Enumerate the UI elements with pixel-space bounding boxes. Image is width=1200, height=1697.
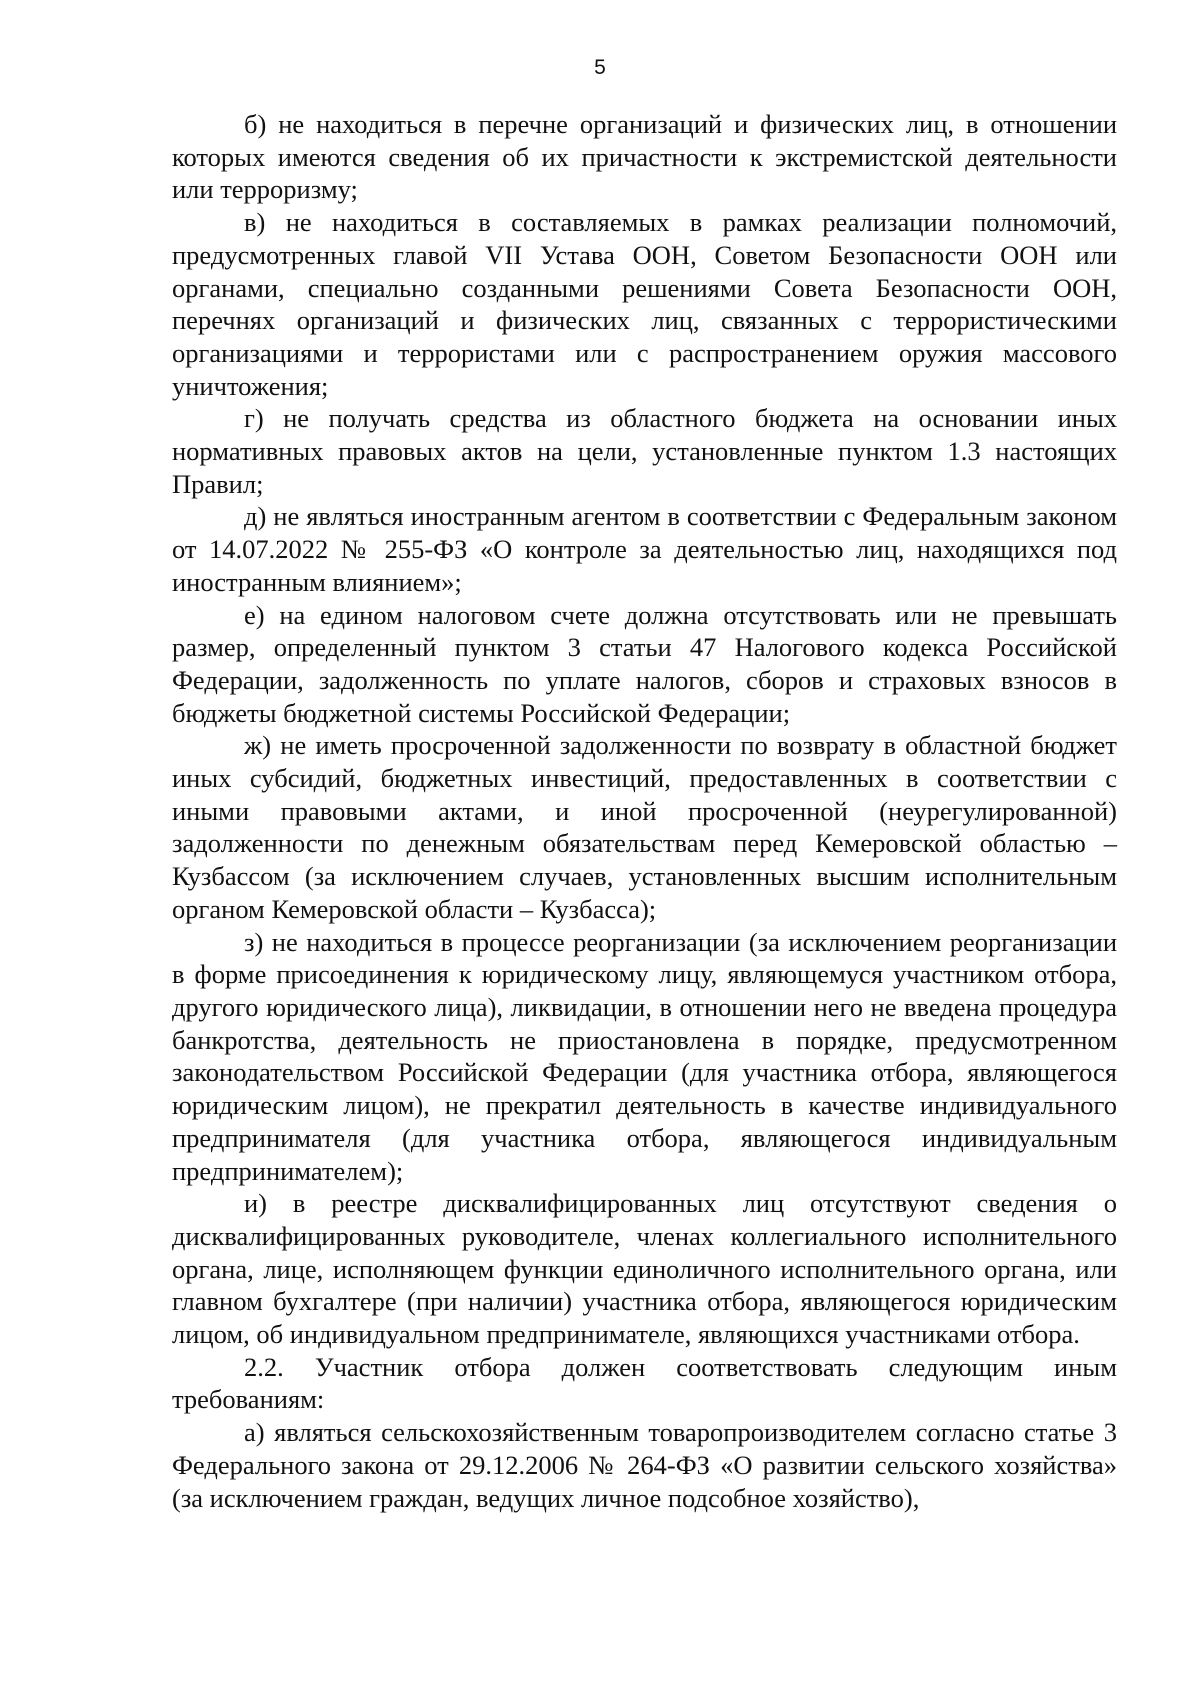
- paragraph-2-2: 2.2. Участник отбора должен соответствовать следующим иным требованиям:: [172, 1351, 1117, 1415]
- paragraph-z: з) не находиться в процессе реорганизации (за исключением реорганизации в форме присоединения к юридическому лицу, являющемуся участником отбора, другого юридического лица), ликвидации, в отношении него не введена процедура банкротства, деятельность не приостановлена в порядке, предусмотренном законодательством Российской Федерации (для участника отбора, являющегося юридическим лицом), не прекратил деятельность в качестве индивидуального предпринимателя (для участника отбора, являющегося индивидуальным предпринимателем);: [172, 926, 1117, 1186]
- paragraph-v: в) не находиться в составляемых в рамках реализации полномочий, предусмотренных главой VII Устава ООН, Советом Безопасности ООН или органами, специально созданными решениями Совета Безопасности ООН, перечнях организаций и физических лиц, связанных с террористическими организациями и террористами или с распространением оружия массового уничтожения;: [172, 207, 1117, 401]
- paragraph-b: б) не находиться в перечне организаций и физических лиц, в отношении которых имеются сведения об их причастности к экстремистской деятельности или терроризму;: [172, 109, 1117, 205]
- page-number: 5: [594, 56, 606, 79]
- paragraph-g: г) не получать средства из областного бюджета на основании иных нормативных правовых актов на цели, установленные пунктом 1.3 настоящих Правил;: [172, 403, 1117, 499]
- paragraph-e: е) на едином налоговом счете должна отсутствовать или не превышать размер, определенный пунктом 3 статьи 47 Налогового кодекса Российской Федерации, задолженность по уплате налогов, сборов и страховых взносов в бюджеты бюджетной системы Российской Федерации;: [172, 599, 1117, 728]
- paragraph-a: а) являться сельскохозяйственным товаропроизводителем согласно статье 3 Федерального закона от 29.12.2006 № 264-ФЗ «О развитии сельского хозяйства» (за исключением граждан, ведущих личное подсобное хозяйство),: [172, 1417, 1117, 1513]
- paragraph-i: и) в реестре дисквалифицированных лиц отсутствуют сведения о дисквалифицированных руководителе, членах коллегиального исполнительного органа, лице, исполняющем функции единоличного исполнительного органа, или главном бухгалтере (при наличии) участника отбора, являющегося юридическим лицом, об индивидуальном предпринимателе, являющихся участниками отбора.: [172, 1188, 1117, 1350]
- document-body: [172, 108, 1117, 1514]
- paragraph-d: д) не являться иностранным агентом в соответствии с Федеральным законом от 14.07.2022 № 255-ФЗ «О контроле за деятельностью лиц, находящихся под иностранным влиянием»;: [172, 501, 1117, 597]
- paragraph-zh: ж) не иметь просроченной задолженности по возврату в областной бюджет иных субсидий, бюджетных инвестиций, предоставленных в соответствии с иными правовыми актами, и иной просроченной (неурегулированной) задолженности по денежным обязательствам перед Кемеровской областью – Кузбассом (за исключением случаев, установленных высшим исполнительным органом Кемеровской области – Кузбасса);: [172, 730, 1117, 924]
